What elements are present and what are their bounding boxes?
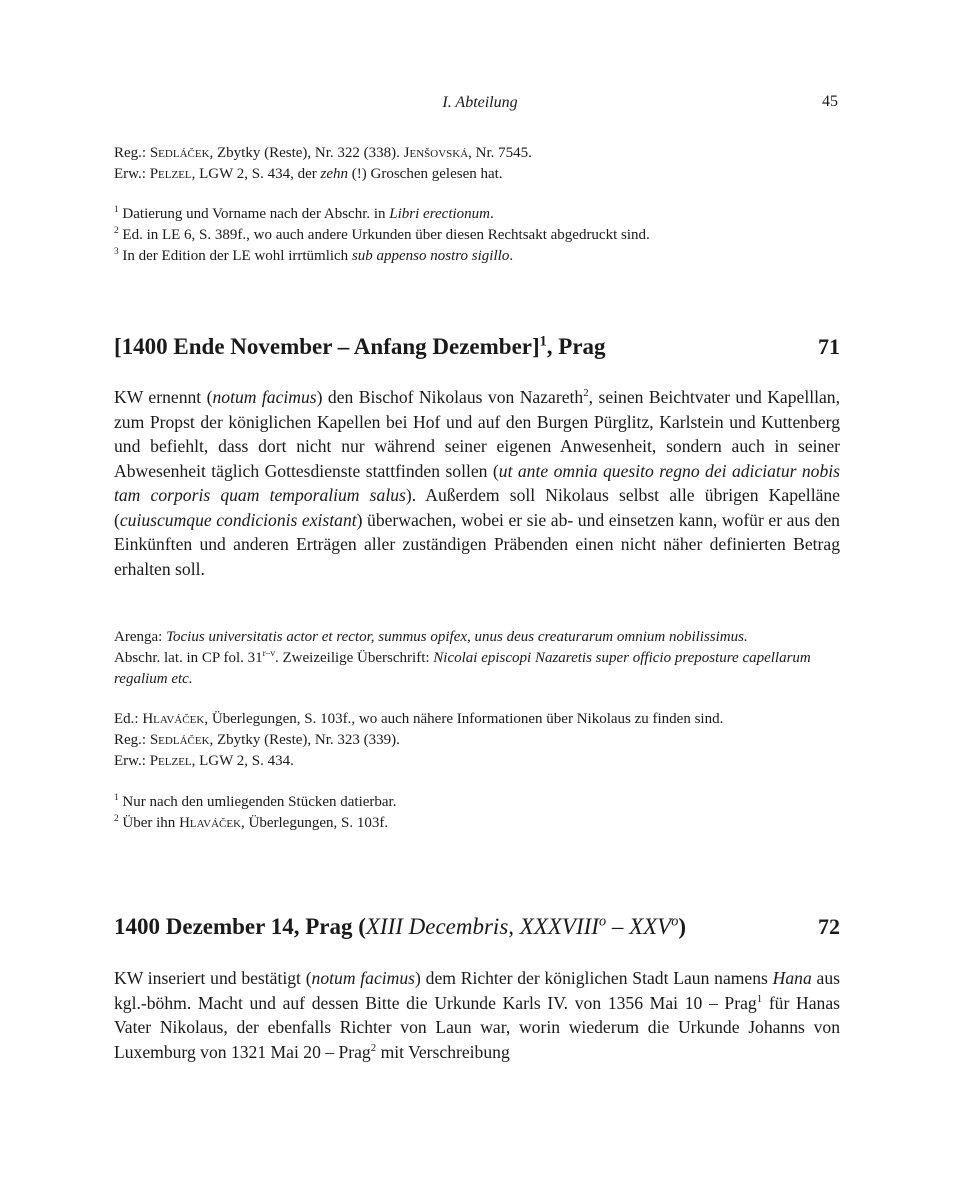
prev-erw-line: Erw.: Pelzel, LGW 2, S. 434, der zehn (!) Groschen gelesen hat. (114, 166, 503, 182)
page-number: 45 (822, 93, 838, 110)
prev-entry-footnotes (114, 204, 840, 267)
regest-paragraph: KW inseriert und bestätigt (notum facimus) dem Richter der königlichen Stadt Laun namens Hana aus kgl.-böhm. Macht und auf dessen Bitte die Urkunde Karls IV. von 1356 Mai 10 – Prag$^1$ für Hanas Vater Nikolaus, der ebenfalls Richter von Laun war, worin wiederum die Urkunde Johanns von Luxemburg von 1321 Mai 20 – Prag$^2$ mit Verschreibung (114, 968, 840, 1062)
entry-71-references (114, 709, 840, 772)
entry-72-regest (114, 966, 840, 1064)
prev-reg-line: Reg.: Sedláček, Zbytky (Reste), Nr. 322 (338). Jenšovská, Nr. 7545. (114, 145, 532, 161)
reg-line: Reg.: Sedláček, Zbytky (Reste), Nr. 323 (339). (114, 732, 400, 748)
footnote: $^3$ In der Edition der LE wohl irrtümlich sub appenso nostro sigillo. (114, 247, 514, 264)
entry-number: 71 (818, 334, 840, 359)
entry-title: 1400 Dezember 14, Prag (XIII Decembris, XXXVIII$^o$ – XXV$^o$) (114, 913, 687, 939)
erw-line: Erw.: Pelzel, LGW 2, S. 434. (114, 753, 294, 769)
entry-71-heading (114, 334, 840, 368)
entry-number: 72 (818, 914, 840, 939)
running-title: I. Abteilung (442, 94, 518, 111)
footnote: $^1$ Nur nach den umliegenden Stücken datierbar. (114, 793, 397, 810)
entry-71-regest (114, 385, 840, 581)
regest-paragraph: KW ernennt (notum facimus) den Bischof Nikolaus von Nazareth$^2$, seinen Beichtvater und Kapelllan, zum Propst der königlichen Kapellen bei Hof und auf den Burgen Pürglitz, Karlstein und Kuttenberg und befiehlt, dass dort nicht nur während seiner eigenen Anwesenheit, sondern auch in seiner Abwesenheit täglich Gottesdienste stattfinden sollen (ut ante omnia quesito regno dei adiciatur nobis tam corporis quam temporalium salus). Außerdem soll Nikolaus selbst alle übrigen Kapelläne (cuiuscumque condicionis existant) überwachen, wobei er sie ab- und einsetzen kann, wofür er aus den Einkünften und anderen Erträgen aller zuständigen Präbenden einen nicht näher definierten Betrag erhalten soll. (114, 387, 841, 579)
entry-71-arenga: Arenga: Tocius universitatis actor et rector, summus opifex, unus deus creaturarum omnium nobilissimus. Abschr. lat. in CP fol. 31$^{r-v}$. Zweizeilige Überschrift: Nicolai episcopi Nazaretis super officio preposture capellarum regalium etc. (114, 629, 811, 687)
entry-72-heading (114, 914, 840, 948)
running-head (0, 94, 960, 118)
footnote: $^2$ Über ihn Hlaváček, Überlegungen, S. 103f. (114, 814, 389, 831)
entry-title: [1400 Ende November – Anfang Dezember]$^1$, Prag (114, 333, 606, 359)
footnote: $^2$ Ed. in LE 6, S. 389f., wo auch andere Urkunden über diesen Rechtsakt abgedruckt sind. (114, 226, 650, 243)
prev-entry-references (114, 143, 840, 185)
entry-71-footnotes (114, 792, 840, 834)
footnote: $^1$ Datierung und Vorname nach der Abschr. in Libri erectionum. (114, 205, 494, 222)
ed-line: Ed.: Hlaváček, Überlegungen, S. 103f., wo auch nähere Informationen über Nikolaus zu finden sind. (114, 711, 724, 727)
